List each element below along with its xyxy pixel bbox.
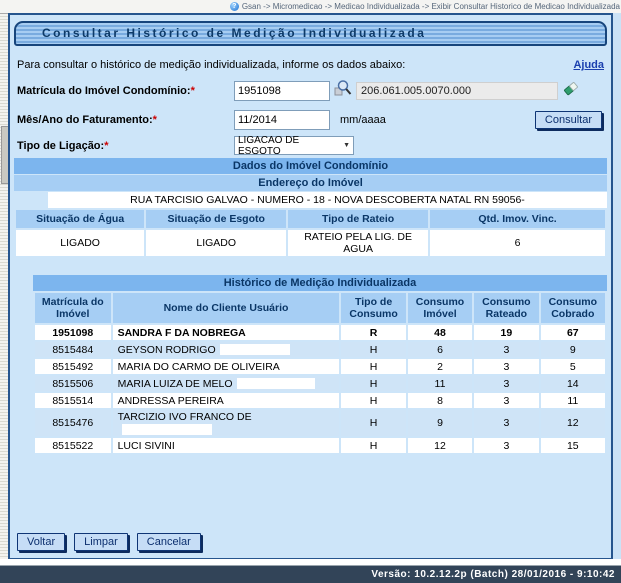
table-row [35,325,605,340]
help-link[interactable]: Ajuda [573,59,604,71]
qtd-imov-vinc-value: 6 [430,230,605,256]
cell-matricula: 8515506 [35,376,111,391]
cell-matricula: 8515476 [35,410,111,436]
table-row [35,359,605,374]
col-qtd-imov-vinc: Qtd. Imov. Vinc. [430,210,605,228]
breadcrumb [0,0,621,13]
cell-rateado: 3 [474,438,538,453]
required-mark: * [152,114,157,126]
cell-imovel: 9 [408,410,472,436]
tipo-ligacao-selected: LIGACAO DE ESGOTO [238,134,300,157]
historico-title: Histórico de Medição Individualizada [33,275,607,291]
cell-imovel: 8 [408,393,472,408]
cell-cobrado: 15 [541,438,605,453]
cell-imovel: 12 [408,438,472,453]
cell-nome: TARCIZIO IVO FRANCO DE [113,410,340,436]
inscricao-field: 206.061.005.0070.000 [356,82,558,100]
cell-nome: ANDRESSA PEREIRA [113,393,340,408]
limpar-button[interactable]: Limpar [74,533,128,551]
tipo-ligacao-label: Tipo de Ligação: [17,139,105,152]
cell-matricula: 8515514 [35,393,111,408]
cell-imovel: 6 [408,342,472,357]
cell-tipo: H [341,359,405,374]
cell-matricula: 8515484 [35,342,111,357]
left-frame-scrollbar[interactable] [0,13,8,561]
cell-nome: LUCI SIVINI [113,438,340,453]
endereco-value: RUA TARCISIO GALVAO - NUMERO - 18 - NOVA DESCOBERTA NATAL RN 59056- [48,192,607,208]
cell-matricula: 8515522 [35,438,111,453]
historico-table-body [35,325,605,453]
action-buttons [17,533,201,551]
redacted-text [122,424,212,435]
version-text: Versão: 10.2.12.2p (Batch) 28/01/2016 - 9:10:42 [371,569,615,580]
cell-rateado: 3 [474,393,538,408]
cell-rateado: 3 [474,359,538,374]
cell-rateado: 3 [474,376,538,391]
situacao-agua-value: LIGADO [16,230,144,256]
cancelar-button[interactable]: Cancelar [137,533,201,551]
intro-text: Para consultar o histórico de medição individualizada, informe os dados abaixo: [17,59,406,71]
situacao-table [14,208,607,258]
cell-cobrado: 12 [541,410,605,436]
cell-nome: MARIA DO CARMO DE OLIVEIRA [113,359,340,374]
cell-nome: GEYSON RODRIGO [113,342,340,357]
col-matricula: Matrícula do Imóvel [35,293,111,323]
cell-imovel: 2 [408,359,472,374]
col-consumo-cobrado: Consumo Cobrado [541,293,605,323]
tipo-rateio-value: RATEIO PELA LIG. DE AGUA [288,230,428,256]
help-ball-icon: ? [230,2,239,11]
cell-tipo: R [341,325,405,340]
col-consumo-rateado: Consumo Rateado [474,293,538,323]
table-row [35,393,605,408]
situacao-esgoto-value: LIGADO [146,230,286,256]
footer-gap [0,559,621,566]
endereco-header: Endereço do Imóvel [14,175,607,191]
voltar-button[interactable]: Voltar [17,533,65,551]
col-situacao-esgoto: Situação de Esgoto [146,210,286,228]
matricula-label: Matrícula do Imóvel Condomínio: [17,84,191,97]
cell-tipo: H [341,342,405,357]
required-mark: * [190,84,195,97]
cell-rateado: 19 [474,325,538,340]
mes-ano-label: Mês/Ano do Faturamento: [17,114,153,126]
mes-ano-input[interactable] [234,110,330,130]
tipo-ligacao-select[interactable] [234,136,354,155]
redacted-text [237,378,315,389]
historico-section [33,275,607,455]
cell-tipo: H [341,438,405,453]
col-nome-cliente: Nome do Cliente Usuário [113,293,340,323]
situacao-row [16,230,605,256]
cell-cobrado: 14 [541,376,605,391]
col-situacao-agua: Situação de Água [16,210,144,228]
dados-imovel-section [14,158,607,258]
page-title: Consultar Histórico de Medição Individualizada [14,21,607,46]
cell-matricula: 8515492 [35,359,111,374]
form-row-mes-ano [10,110,611,130]
cell-imovel: 11 [408,376,472,391]
cell-tipo: H [341,393,405,408]
historico-table [33,291,607,455]
cell-rateado: 3 [474,410,538,436]
breadcrumb-text: Gsan -> Micromedicao -> Medicao Individualizada -> Exibir Consultar Historico de Medicao Individualizada [241,2,620,11]
matricula-input[interactable] [234,81,330,101]
redacted-text [220,344,290,355]
table-row [35,438,605,453]
cell-nome: SANDRA F DA NOBREGA [113,325,340,340]
form-row-matricula [10,79,611,102]
cell-nome: MARIA LUIZA DE MELO [113,376,340,391]
date-format-hint: mm/aaaa [340,114,386,126]
cell-rateado: 3 [474,342,538,357]
col-tipo-rateio: Tipo de Rateio [288,210,428,228]
cell-tipo: H [341,376,405,391]
table-row [35,342,605,357]
cell-cobrado: 11 [541,393,605,408]
required-mark: * [104,139,109,152]
col-tipo-consumo: Tipo de Consumo [341,293,405,323]
table-row [35,410,605,436]
col-consumo-imovel: Consumo Imóvel [408,293,472,323]
consultar-button[interactable]: Consultar [535,111,602,129]
main-panel [8,13,613,560]
cell-matricula: 1951098 [35,325,111,340]
eraser-icon[interactable] [562,79,580,102]
chevron-down-icon: ▼ [343,142,350,149]
cell-cobrado: 67 [541,325,605,340]
form-row-tipo-ligacao [10,136,611,155]
version-bar [0,566,621,583]
cell-imovel: 48 [408,325,472,340]
dados-imovel-title: Dados do Imóvel Condomínio [14,158,607,174]
cell-cobrado: 9 [541,342,605,357]
cell-cobrado: 5 [541,359,605,374]
cell-tipo: H [341,410,405,436]
search-icon[interactable] [334,79,352,102]
table-row [35,376,605,391]
